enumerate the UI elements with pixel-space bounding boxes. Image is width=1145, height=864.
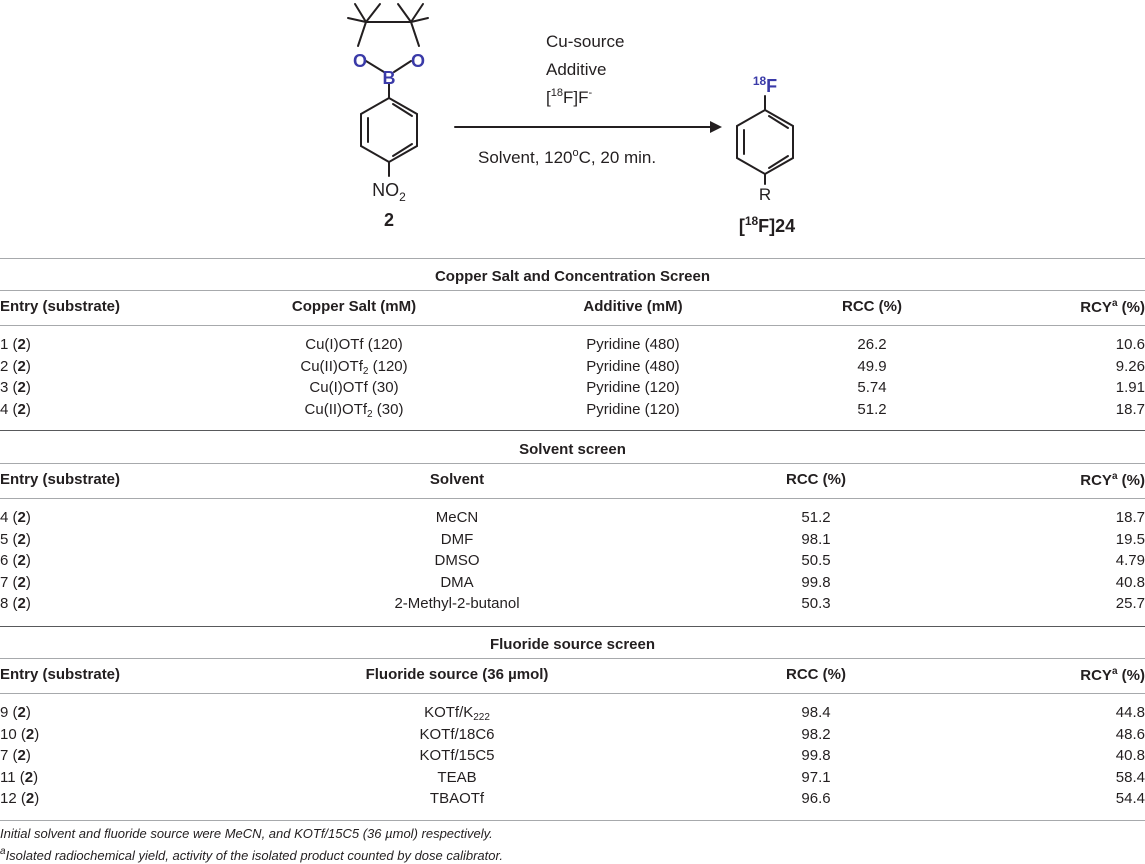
header-entry: Entry (substrate) [0,298,121,315]
table-row [0,401,1145,423]
cell-entry: 4 (2) [0,400,31,418]
cell-rcc: 97.1 [801,768,831,786]
table-rule [0,498,1145,499]
cell-rcc: 96.6 [801,790,831,807]
cell-rcc: 51.2 [857,400,887,418]
cell-rcc: 26.2 [857,336,887,353]
cell-rcc: 5.74 [857,379,887,396]
methyl-bond [366,4,380,22]
cell-solvent: MeCN [435,509,479,526]
cell-rcc: 49.9 [857,357,887,375]
header-solvent: Solvent [429,471,485,488]
cell-solvent: DMSO [434,552,480,569]
substrate-label: 2 [383,210,395,230]
pinacol-bond [394,61,411,72]
cell-fluoride-source: TEAB [437,768,477,786]
cell-rcc: 98.1 [801,530,831,548]
reaction-scheme [0,0,1145,250]
cell-rcc: 98.2 [801,725,831,743]
table-row [0,358,1145,380]
boron-atom: B [382,68,396,88]
table-row [0,790,1145,812]
table1-title: Copper Salt and Concentration Screen [434,268,711,285]
cell-entry: 10 (2) [0,725,40,743]
cell-solvent: 2-Methyl-2-butanol [394,595,520,612]
pinacol-bond [358,22,366,46]
table-rule [0,693,1145,694]
footnote-text: Isolated radiochemical yield, activity of the isolated product counted by dose calibrator. [5,848,503,863]
cell-entry: 11 (2) [0,768,39,786]
cell-rcy: 48.6 [1115,725,1145,743]
header-additive: Additive (mM) [583,298,683,315]
cell-entry: 4 (2) [0,509,31,526]
table-top-rule [0,258,1145,259]
cell-fluoride-source: KOTf/$K_{222}$ [424,704,490,723]
cell-rcy: 18.7 [1115,509,1145,526]
header-entry: Entry (substrate) [0,471,121,488]
cell-rcc: 98.4 [801,704,831,721]
cell-entry: 2 (2) [0,357,31,375]
footnote-isolated-yield [0,846,503,863]
boronate-oxygen-right: O [410,51,426,71]
cell-entry: 6 (2) [0,552,31,569]
table-row [0,379,1145,401]
pinacol-bond [411,22,419,46]
product-r-group: R [758,185,772,204]
reaction-conditions: Solvent, 120$^o$C, 20 min. [478,147,657,167]
cell-copper-salt: Cu(I)OTf (120) [305,336,403,353]
cell-entry: 1 (2) [0,336,31,353]
cell-fluoride-source: KOTf/18C6 [419,725,495,743]
table-row [0,769,1145,791]
reagent-additive: Additive [546,60,607,79]
cell-entry: 7 (2) [0,573,31,591]
header-fluoride-source: Fluoride source (36 µmol) [365,666,549,683]
cell-entry: 5 (2) [0,530,31,548]
header-copper-salt: Copper Salt (mM) [291,298,417,315]
table-row [0,531,1145,553]
arrow-head [710,121,722,133]
cell-copper-salt: Cu(II)OTf$_2$ (30) [304,400,404,420]
benzene-ring [361,98,417,162]
cell-additive: Pyridine (120) [586,400,680,418]
cell-copper-salt: Cu(I)OTf (30) [309,379,399,396]
cell-fluoride-source: TBAOTf [429,790,485,807]
cell-rcy: 9.26 [1115,357,1145,375]
table-row [0,574,1145,596]
header-rcy: RCY$^a$ (%) [1080,666,1145,684]
table-rule [0,290,1145,291]
table-row [0,336,1145,358]
table-row [0,552,1145,574]
header-rcc: RCC (%) [786,471,846,488]
cell-entry: 8 (2) [0,595,31,612]
pinacol-bond [366,61,384,72]
table-rule [0,658,1145,659]
cell-rcc: 50.5 [801,552,831,569]
cell-rcy: 40.8 [1115,747,1145,764]
table-rule [0,463,1145,464]
table-bottom-rule [0,820,1145,821]
table-row [0,509,1145,531]
header-rcc: RCC (%) [842,298,902,315]
table-row [0,726,1145,748]
cell-entry: 7 (2) [0,747,31,764]
methyl-bond [398,4,411,22]
header-rcc: RCC (%) [786,666,846,683]
table2-header [0,471,1145,493]
boronate-oxygen-left: O [352,51,368,71]
header-entry: Entry (substrate) [0,666,121,683]
product-fluorine: $^{18}$F [752,74,778,96]
cell-entry: 3 (2) [0,379,31,396]
cell-solvent: DMA [440,573,474,591]
cell-rcy: 18.7 [1115,400,1145,418]
cell-rcc: 99.8 [801,573,831,591]
cell-rcy: 19.5 [1115,530,1145,548]
cell-rcy: 4.79 [1115,552,1145,569]
header-rcy: RCY$^a$ (%) [1080,298,1145,316]
cell-fluoride-source: KOTf/15C5 [419,747,495,764]
cell-rcc: 99.8 [801,747,831,764]
table-row [0,704,1145,726]
table3-title: Fluoride source screen [489,636,656,653]
benzene-ring [737,110,793,174]
cell-additive: Pyridine (480) [586,336,680,353]
cell-rcy: 1.91 [1115,379,1145,396]
table-rule [0,325,1145,326]
table-row [0,747,1145,769]
table-rule [0,430,1145,431]
table1-header [0,298,1145,320]
header-rcy: RCY$^a$ (%) [1080,471,1145,489]
reagent-cu-source: Cu-source [546,32,625,51]
table2-title: Solvent screen [519,441,626,458]
cell-rcy: 44.8 [1115,704,1145,721]
table-rule [0,626,1145,627]
footnote-initial-conditions: Initial solvent and fluoride source were MeCN, and KOTf/15C5 (36 µmol) respectively. [0,826,493,841]
cell-solvent: DMF [440,530,474,548]
cell-rcy: 54.4 [1115,790,1145,807]
cell-entry: 12 (2) [0,790,40,807]
footnote-marker: a [0,846,6,857]
cell-rcc: 50.3 [801,595,831,612]
nitro-group: $NO_2$ [372,180,406,204]
cell-copper-salt: Cu(II)OTf$_2$ (120) [300,357,408,377]
cell-rcy: 10.6 [1115,336,1145,353]
cell-rcy: 40.8 [1115,573,1145,591]
cell-rcy: 25.7 [1115,595,1145,612]
table-row [0,595,1145,617]
cell-additive: Pyridine (480) [586,357,680,375]
reagent-fluoride: [$^{18}$F]F- [546,87,593,107]
cell-rcc: 51.2 [801,509,831,526]
cell-entry: 9 (2) [0,704,31,721]
table3-header [0,666,1145,688]
cell-additive: Pyridine (120) [586,379,680,396]
cell-rcy: 58.4 [1115,768,1145,786]
product-label: [$^{18}$F]24 [738,214,796,236]
